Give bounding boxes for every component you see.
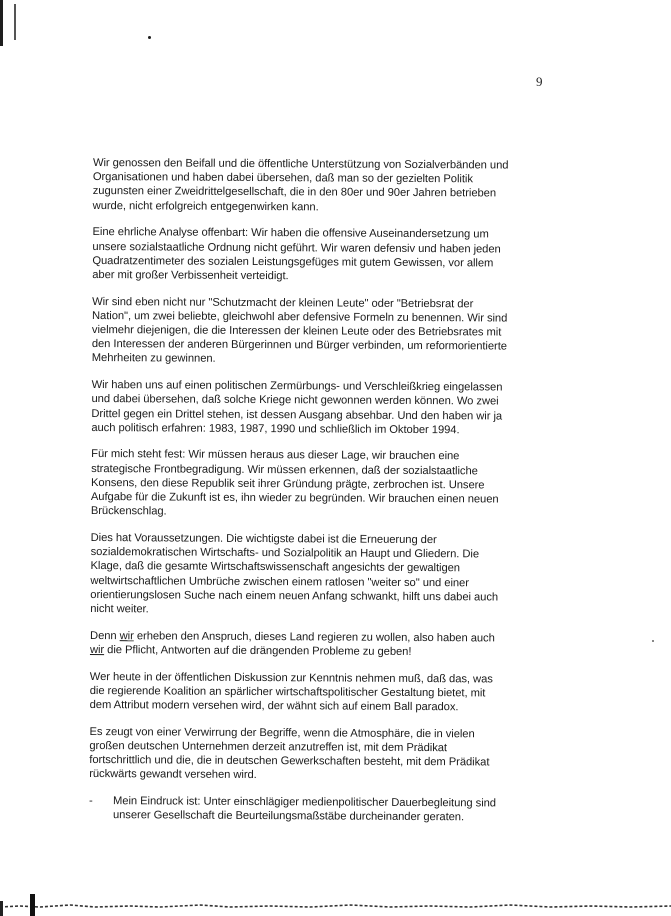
underlined-word: wir [89,643,105,656]
bullet-dash: - [89,795,93,808]
paragraph: Eine ehrliche Analyse offenbart: Wir haben die offensive Auseinandersetzung um unsere sozialstaatliche Ordnung nicht geführt. Wir waren defensiv und haben jeden Quadratzentimeter des sozialen Leistungsgefüges mit gutem Gewissen, vor allem aber mit großer Verbissenheit verteidigt. [92,226,501,283]
text-span: Denn [90,629,120,642]
paragraph-claim [90,629,510,660]
paragraph: Wir sind eben nicht nur "Schutzmacht der kleinen Leute" oder "Betriebsrat der Nation", um zwei beliebte, gleichwohl aber defensive Formeln zu benennen. Wir sind vielmehr diejenigen, die die Interessen der kleinen Leute oder des Betriebsrates mit den Interessen der anderen Bürgerinnen und Bürger verbinden, um reformorientierte Mehrheiten zu gewinnen. [91,295,508,366]
paragraph: Wer heute in der öffentlichen Diskussion zur Kenntnis nehmen muß, daß das, was die regierende Koalition an spärlicher wirtschaftspolitischer Gestaltung bietet, mit dem Attribut modern versehen wird, der wähnt sich auf einem Ball paradox. [89,670,493,714]
scan-speck-right [652,640,654,642]
scan-bottom-edge [0,893,671,916]
underlined-word: wir [119,629,134,642]
scan-speck [148,36,151,39]
text-span: die Pflicht, Antworten auf die drängenden Probleme zu geben! [104,643,412,658]
page-number: 9 [536,74,543,89]
paragraph: Wir genossen den Beifall und die öffentliche Unterstützung von Sozialverbänden und Organisationen und haben dabei übersehen, daß man so der gezielten Politik zugunsten einer Zweidrittelgesellschaft, die in den 80er und 90er Jahren betrieben wurde, nicht erfolgreich entgegenwirken kann. [92,156,509,213]
scan-mark-top-left [0,0,3,46]
body-text [89,156,513,825]
paragraph: Es zeugt von einer Verwirrung der Begriffe, wenn die Atmosphäre, die in vielen großen deutschen Unternehmen derzeit anzutreffen ist, mit dem Prädikat fortschrittlich und die, die in deutschen Gewerkschaften besteht, mit dem Prädikat rückwärts gewandt versehen wird. [89,725,490,782]
paragraph: Dies hat Voraussetzungen. Die wichtigste dabei ist die Erneuerung der sozialdemokratischen Wirtschafts- und Sozialpolitik an Haupt und Gliedern. Die Klage, daß die gesamte Wirtschaftswissenschaft angesichts der gewaltigen weltwirtschaftlichen Umbrüche zwischen einem ratlosen "weiter so" und einer orientierungslosen Suche nach einem neuen Anfang schwankt, hilft uns dabei auch nicht weiter. [90,531,499,616]
text-span: erheben den Anspruch, dieses Land regieren zu wollen, also haben auch [133,629,495,645]
bullet-item [89,794,509,825]
paragraph: Wir haben uns auf einen politischen Zermürbungs- und Verschleißkrieg eingelassen und dabei übersehen, daß solche Kriege nicht gewonnen werden können. Wo zwei Drittel gegen ein Drittel stehen, ist dessen Ausgang absehbar. Und den haben wir ja auch politisch erfahren: 1983, 1987, 1990 und schließlich im Oktober 1994. [91,379,503,436]
paragraph: Für mich steht fest: Wir müssen heraus aus dieser Lage, wir brauchen eine strategische Frontbegradigung. Wir müssen erkennen, daß der sozialstaatliche Konsens, den diese Republik seit ihrer Gründung prägte, zerbrochen ist. Unsere Aufgabe für die Zukunft ist es, ihn wieder zu begründen. Wir brauchen einen neuen Brückenschlag. [90,448,499,518]
bullet-text: Mein Eindruck ist: Unter einschlägiger medienpolitischer Dauerbegleitung sind unserer Gesellschaft die Beurteilungsmaßstäbe durcheinander geraten. [112,795,497,824]
scan-mark-top-left-dot [14,4,16,40]
